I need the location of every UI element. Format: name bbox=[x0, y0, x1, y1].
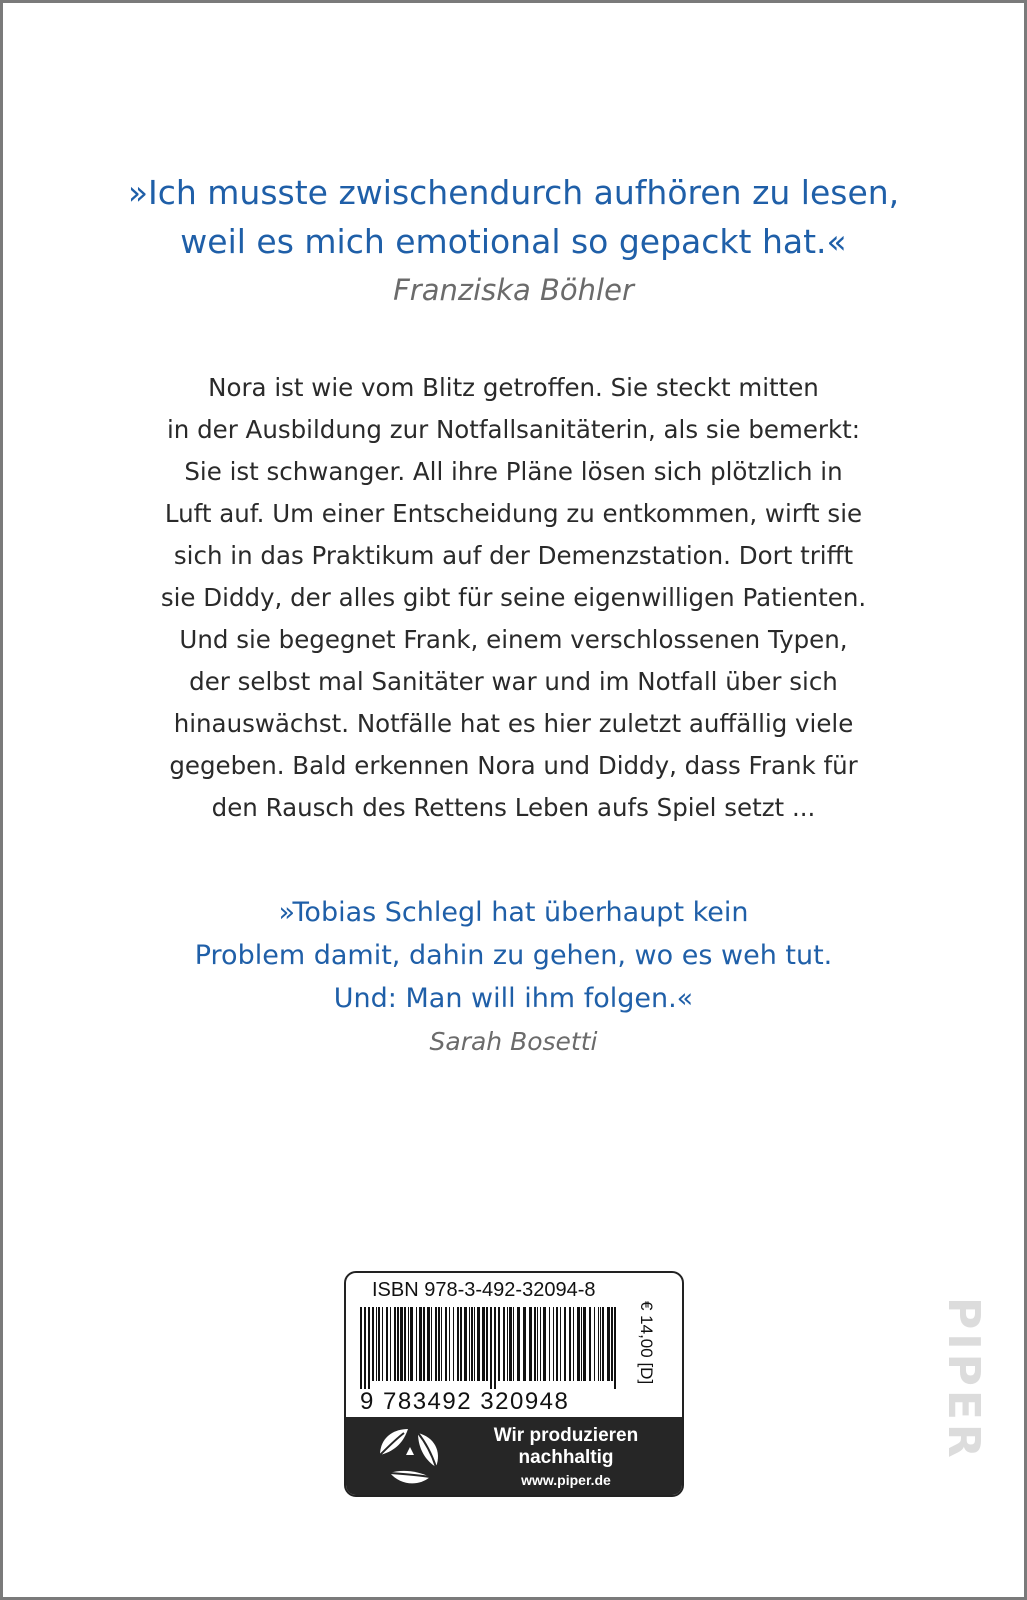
publisher-logo: PIPER bbox=[938, 1297, 989, 1462]
barcode-bar bbox=[431, 1307, 432, 1381]
top-review-quote bbox=[3, 168, 1024, 315]
barcode-bar bbox=[394, 1307, 396, 1381]
blurb-line: hinauswächst. Notfälle hat es hier zuletzt auffällig viele bbox=[173, 709, 854, 738]
barcode-bar bbox=[537, 1307, 538, 1381]
book-blurb bbox=[3, 367, 1024, 829]
barcode-bar bbox=[529, 1307, 532, 1381]
blurb-line: Luft auf. Um einer Entscheidung zu entkommen, wirft sie bbox=[164, 499, 863, 528]
barcode-bar bbox=[513, 1307, 514, 1381]
barcode-bar bbox=[543, 1307, 546, 1381]
barcode-bar bbox=[435, 1307, 437, 1381]
blurb-line: der selbst mal Sanitäter war und im Notfall über sich bbox=[189, 667, 838, 696]
barcode-bar bbox=[600, 1307, 601, 1381]
barcode-bar bbox=[577, 1307, 580, 1381]
barcode-bar bbox=[368, 1307, 370, 1389]
barcode-bar bbox=[560, 1307, 561, 1381]
barcode-bar bbox=[486, 1307, 488, 1381]
barcode-bar bbox=[376, 1307, 377, 1381]
barcode-bar bbox=[569, 1307, 571, 1381]
barcode-bar bbox=[441, 1307, 442, 1381]
recycle-leaves-icon bbox=[374, 1425, 446, 1487]
sustainability-badge bbox=[346, 1417, 682, 1495]
barcode-bar bbox=[594, 1307, 595, 1381]
barcode-bar bbox=[494, 1307, 496, 1389]
barcode-bar bbox=[449, 1307, 450, 1381]
barcode-bar bbox=[372, 1307, 374, 1381]
quote-line: Und: Man will ihm folgen.« bbox=[333, 983, 694, 1014]
barcode-bar bbox=[614, 1307, 616, 1389]
barcode-bar bbox=[490, 1307, 492, 1389]
quote-line: Problem damit, dahin zu gehen, wo es weh tut. bbox=[194, 940, 833, 971]
barcode-bar bbox=[553, 1307, 554, 1381]
barcode-bar bbox=[423, 1307, 425, 1381]
bottom-review-quote bbox=[3, 891, 1024, 1063]
barcode-bar bbox=[390, 1307, 391, 1381]
blurb-line: Nora ist wie vom Blitz getroffen. Sie steckt mitten bbox=[208, 373, 819, 402]
barcode-bar bbox=[445, 1307, 447, 1381]
barcode-bar bbox=[564, 1307, 566, 1381]
barcode-bar bbox=[581, 1307, 582, 1381]
eco-line: Wir produzieren bbox=[493, 1425, 639, 1446]
barcode-bar bbox=[583, 1307, 586, 1381]
barcode-bar bbox=[386, 1307, 388, 1381]
barcode-bar bbox=[598, 1307, 599, 1381]
barcode-bar bbox=[453, 1307, 454, 1381]
barcode-bar bbox=[611, 1307, 613, 1381]
barcode-icon bbox=[360, 1307, 622, 1389]
barcode-bar bbox=[438, 1307, 440, 1381]
barcode-bar bbox=[589, 1307, 591, 1381]
barcode-bar bbox=[602, 1307, 604, 1381]
blurb-line: in der Ausbildung zur Notfallsanitäterin, als sie bemerkt: bbox=[166, 415, 861, 444]
barcode-bar bbox=[549, 1307, 550, 1381]
barcode-bar bbox=[556, 1307, 558, 1381]
isbn-number: ISBN 978-3-492-32094-8 bbox=[372, 1279, 596, 1301]
blurb-line: Sie ist schwanger. All ihre Pläne lösen sich plötzlich in bbox=[184, 457, 843, 486]
barcode-digits: 9 783492 320948 bbox=[360, 1388, 570, 1415]
barcode-bar bbox=[498, 1307, 500, 1381]
publisher-url: www.piper.de bbox=[521, 1472, 611, 1488]
barcode-bar bbox=[507, 1307, 508, 1381]
eco-line: nachhaltig bbox=[518, 1447, 614, 1468]
quote-line: »Ich musste zwischendurch aufhören zu lesen, bbox=[127, 173, 900, 212]
barcode-bar bbox=[457, 1307, 459, 1381]
barcode-bar bbox=[416, 1307, 417, 1381]
blurb-line: Und sie begegnet Frank, einem verschlossenen Typen, bbox=[179, 625, 848, 654]
sustainability-text bbox=[466, 1425, 666, 1491]
barcode-bar bbox=[482, 1307, 485, 1381]
barcode-bar bbox=[517, 1307, 520, 1381]
blurb-line: sich in das Praktikum auf der Demenzstation. Dort trifft bbox=[173, 541, 854, 570]
barcode-bar bbox=[607, 1307, 610, 1381]
blurb-line: sie Diddy, der alles gibt für seine eigenwilligen Patienten. bbox=[160, 583, 867, 612]
quote-author: Franziska Böhler bbox=[393, 273, 634, 307]
barcode-bar bbox=[410, 1307, 413, 1381]
barcode-bar bbox=[503, 1307, 505, 1381]
barcode-bar bbox=[540, 1307, 541, 1381]
barcode-bar bbox=[474, 1307, 475, 1381]
barcode-bar bbox=[471, 1307, 473, 1381]
barcode-bar bbox=[408, 1307, 409, 1381]
blurb-line: den Rausch des Rettens Leben aufs Spiel setzt ... bbox=[211, 793, 816, 822]
barcode-bar bbox=[427, 1307, 430, 1381]
barcode-bar bbox=[469, 1307, 470, 1381]
barcode-bar bbox=[419, 1307, 422, 1381]
barcode-bar bbox=[460, 1307, 462, 1381]
barcode-bar bbox=[477, 1307, 480, 1381]
barcode-bar bbox=[523, 1307, 526, 1381]
barcode-bar bbox=[400, 1307, 403, 1381]
quote-line: weil es mich emotional so gepackt hat.« bbox=[180, 222, 847, 261]
price-label: € 14,00 [D] bbox=[637, 1301, 656, 1385]
quote-author: Sarah Bosetti bbox=[429, 1027, 598, 1056]
barcode-bar bbox=[360, 1307, 362, 1389]
barcode-bar bbox=[573, 1307, 574, 1381]
barcode-bar bbox=[404, 1307, 406, 1381]
barcode-bar bbox=[382, 1307, 383, 1381]
barcode-bar bbox=[378, 1307, 380, 1381]
barcode-bar bbox=[534, 1307, 536, 1381]
barcode-bar bbox=[364, 1307, 366, 1389]
barcode-bar bbox=[464, 1307, 467, 1381]
barcode-bar bbox=[397, 1307, 399, 1381]
barcode-label bbox=[344, 1271, 684, 1497]
barcode-bar bbox=[509, 1307, 512, 1381]
blurb-line: gegeben. Bald erkennen Nora und Diddy, dass Frank für bbox=[169, 751, 858, 780]
quote-line: »Tobias Schlegl hat überhaupt kein bbox=[278, 897, 749, 928]
